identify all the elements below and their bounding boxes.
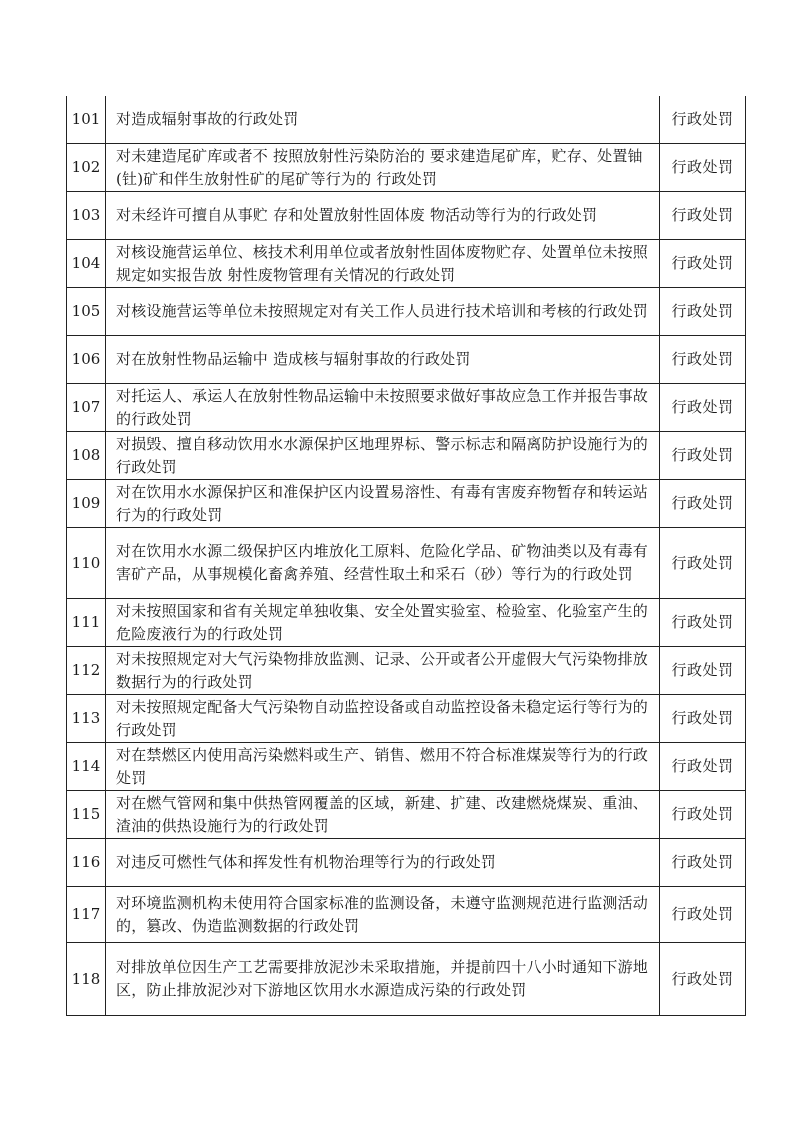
row-description: 对未按照规定配备大气污染物自动监控设备或自动监控设备未稳定运行等行为的行政处罚 — [106, 695, 660, 743]
row-category: 行政处罚 — [660, 887, 746, 943]
row-category: 行政处罚 — [660, 288, 746, 336]
row-number: 103 — [67, 192, 106, 240]
row-description: 对在饮用水水源保护区和准保护区内设置易溶性、有毒有害废弃物暂存和转运站行为的行政处罚 — [106, 480, 660, 528]
table-row — [67, 144, 746, 192]
row-number: 112 — [67, 647, 106, 695]
row-number: 107 — [67, 384, 106, 432]
row-category: 行政处罚 — [660, 240, 746, 288]
table-row — [67, 839, 746, 887]
row-description: 对未经许可擅自从事贮 存和处置放射性固体废 物活动等行为的行政处罚 — [106, 192, 660, 240]
row-category: 行政处罚 — [660, 432, 746, 480]
row-category: 行政处罚 — [660, 336, 746, 384]
row-number: 115 — [67, 791, 106, 839]
row-description: 对损毁、擅自移动饮用水水源保护区地理界标、警示标志和隔离防护设施行为的行政处罚 — [106, 432, 660, 480]
row-number: 116 — [67, 839, 106, 887]
table-row — [67, 599, 746, 647]
row-category: 行政处罚 — [660, 695, 746, 743]
row-category: 行政处罚 — [660, 480, 746, 528]
row-category: 行政处罚 — [660, 943, 746, 1016]
row-number: 105 — [67, 288, 106, 336]
table-row — [67, 647, 746, 695]
row-category: 行政处罚 — [660, 839, 746, 887]
row-number: 118 — [67, 943, 106, 1016]
row-number: 104 — [67, 240, 106, 288]
row-number: 117 — [67, 887, 106, 943]
row-description: 对环境监测机构未使用符合国家标准的监测设备，未遵守监测规范进行监测活动的，篡改、伪造监测数据的行政处罚 — [106, 887, 660, 943]
table-row — [67, 695, 746, 743]
row-description: 对核设施营运单位、核技术利用单位或者放射性固体废物贮存、处置单位未按照规定如实报告放 射性废物管理有关情况的行政处罚 — [106, 240, 660, 288]
row-description: 对托运人、承运人在放射性物品运输中未按照要求做好事故应急工作并报告事故的行政处罚 — [106, 384, 660, 432]
table-row — [67, 96, 746, 144]
table-row — [67, 480, 746, 528]
row-category: 行政处罚 — [660, 647, 746, 695]
row-category: 行政处罚 — [660, 144, 746, 192]
row-number: 109 — [67, 480, 106, 528]
row-description: 对未按照国家和省有关规定单独收集、安全处置实验室、检验室、化验室产生的危险废液行为的行政处罚 — [106, 599, 660, 647]
row-category: 行政处罚 — [660, 599, 746, 647]
table-row — [67, 240, 746, 288]
table-row — [67, 336, 746, 384]
table-row — [67, 384, 746, 432]
table-row — [67, 288, 746, 336]
table-row — [67, 192, 746, 240]
table-row — [67, 432, 746, 480]
row-description: 对核设施营运等单位未按照规定对有关工作人员进行技术培训和考核的行政处罚 — [106, 288, 660, 336]
row-description: 对违反可燃性气体和挥发性有机物治理等行为的行政处罚 — [106, 839, 660, 887]
row-number: 101 — [67, 96, 106, 144]
row-description: 对在燃气管网和集中供热管网覆盖的区域，新建、扩建、改建燃烧煤炭、重油、渣油的供热设施行为的行政处罚 — [106, 791, 660, 839]
row-category: 行政处罚 — [660, 384, 746, 432]
row-category: 行政处罚 — [660, 192, 746, 240]
table-row — [67, 943, 746, 1016]
row-description: 对在禁燃区内使用高污染燃料或生产、销售、燃用不符合标准煤炭等行为的行政处罚 — [106, 743, 660, 791]
row-description: 对在放射性物品运输中 造成核与辐射事故的行政处罚 — [106, 336, 660, 384]
row-category: 行政处罚 — [660, 791, 746, 839]
row-category: 行政处罚 — [660, 96, 746, 144]
row-number: 108 — [67, 432, 106, 480]
penalty-table — [66, 96, 746, 1016]
row-number: 111 — [67, 599, 106, 647]
table-row — [67, 887, 746, 943]
row-description: 对排放单位因生产工艺需要排放泥沙未采取措施，并提前四十八小时通知下游地区，防止排放泥沙对下游地区饮用水水源造成污染的行政处罚 — [106, 943, 660, 1016]
row-description: 对未建造尾矿库或者不 按照放射性污染防治的 要求建造尾矿库，贮存、处置铀(钍)矿和伴生放射性矿的尾矿等行为的 行政处罚 — [106, 144, 660, 192]
row-number: 102 — [67, 144, 106, 192]
row-description: 对未按照规定对大气污染物排放监测、记录、公开或者公开虚假大气污染物排放数据行为的行政处罚 — [106, 647, 660, 695]
row-number: 106 — [67, 336, 106, 384]
row-description: 对在饮用水水源二级保护区内堆放化工原料、危险化学品、矿物油类以及有毒有害矿产品，从事规模化畜禽养殖、经营性取土和采石（砂）等行为的行政处罚 — [106, 528, 660, 599]
row-number: 110 — [67, 528, 106, 599]
table-row — [67, 528, 746, 599]
table-row — [67, 791, 746, 839]
table-row — [67, 743, 746, 791]
row-number: 114 — [67, 743, 106, 791]
row-category: 行政处罚 — [660, 743, 746, 791]
row-category: 行政处罚 — [660, 528, 746, 599]
row-number: 113 — [67, 695, 106, 743]
row-description: 对造成辐射事故的行政处罚 — [106, 96, 660, 144]
